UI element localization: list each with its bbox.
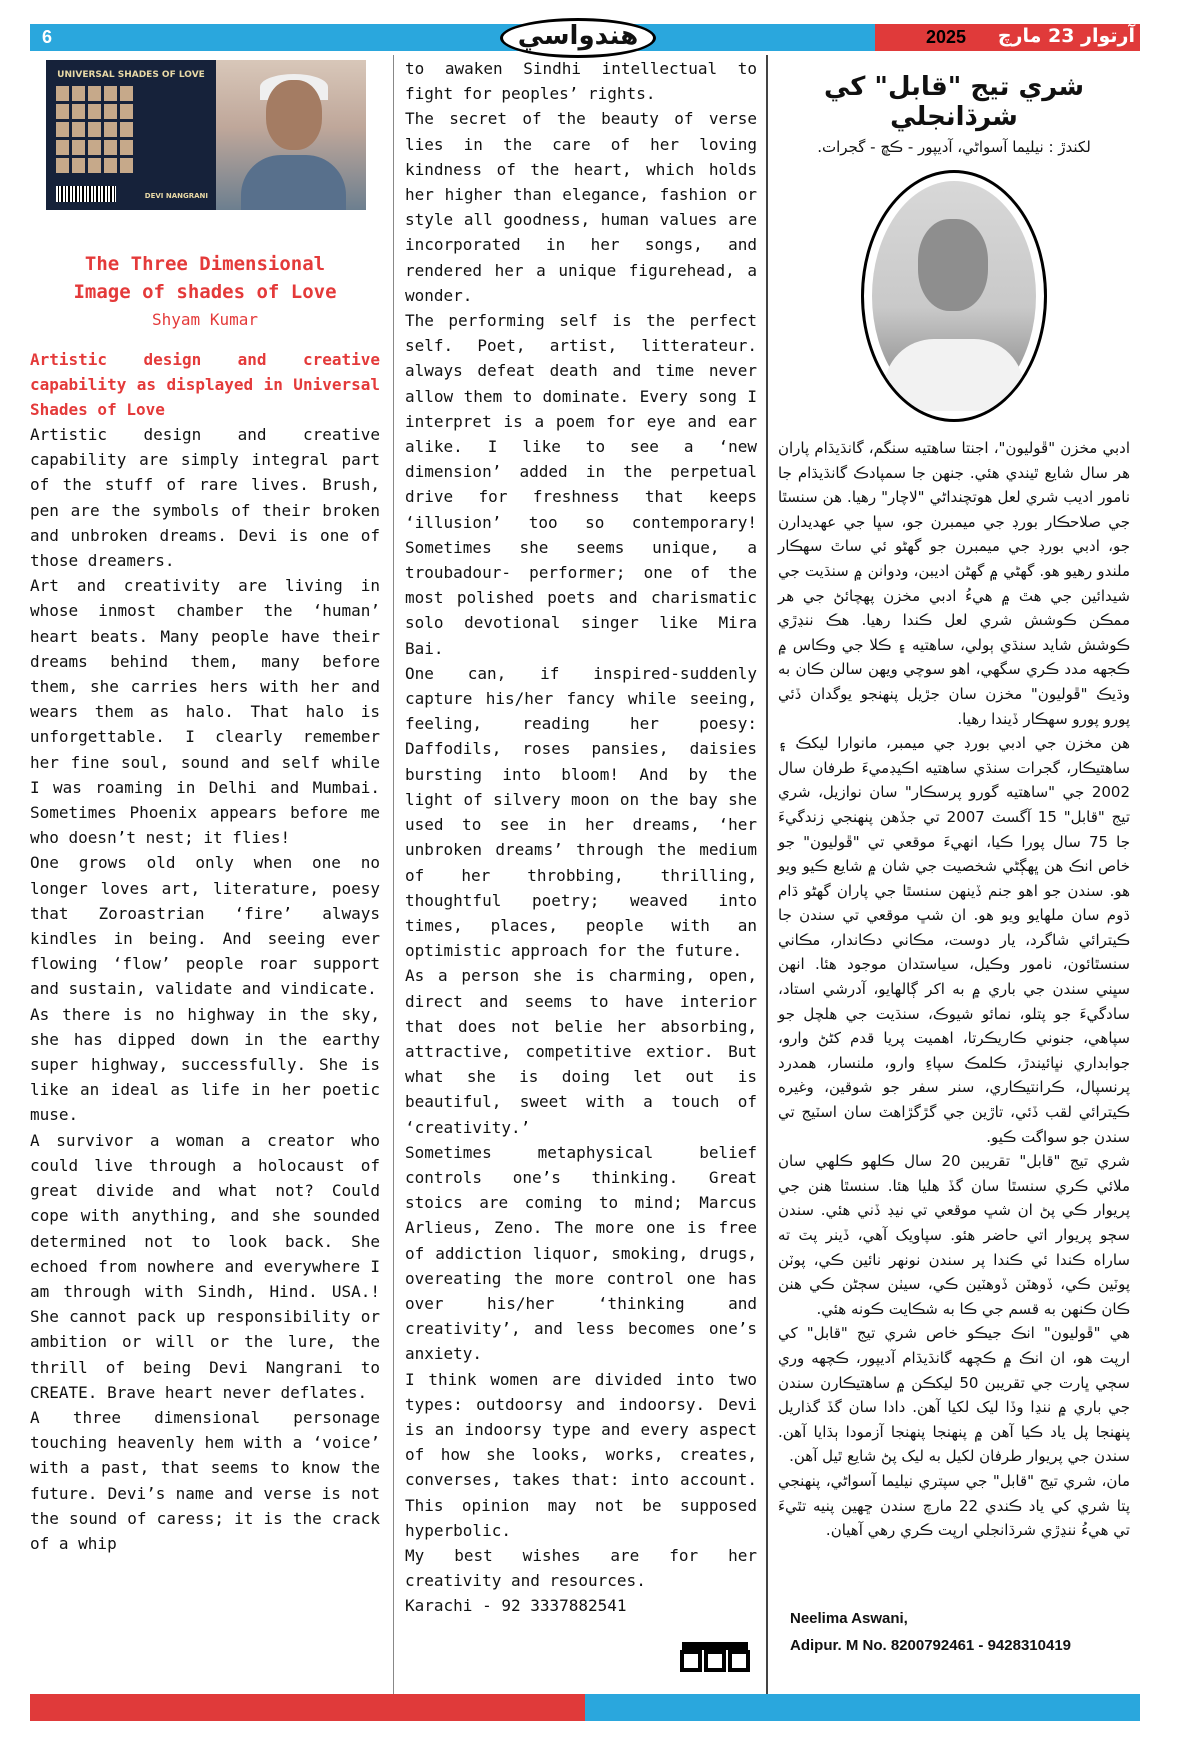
masthead-logo: هندواسي [500, 18, 656, 58]
page-number: 6 [42, 27, 53, 47]
sindhi-title: شري تيج "قابل" کي شرڌانجلي [823, 72, 1085, 132]
contact-name: Neelima Aswani, [790, 1610, 908, 1627]
barcode-icon [56, 186, 116, 202]
paragraph: Artistic design and creative capability are simply integral part of the stuff of rare lives. Brush, pen are the symbols of their broken and unbroken dreams. Devi is one of those dreamers. [30, 425, 380, 571]
paragraph: The performing self is the perfect self. Poet, artist, litterateur. always defeat death and time never allow them to dominate. Every song I interpret is a poem for eye and ear alike. I like to see a ‘new dimension’ added in the perpetual drive for freshness that keeps ‘illusion’ too so contemporary! Sometimes she seems unique, a troubadour- performer; one of the most polished poets and charismatic solo devotional singer like Mira Bai. [405, 311, 757, 658]
footer-red-band [30, 1694, 585, 1721]
paragraph: I think women are divided into two types: outdoorsy and indoorsy. Devi is an indoorsy type and every aspect of how she looks, works, creates, converses, takes that: into account. This opinion may not be supposed hyperbolic. [405, 1369, 757, 1540]
english-column-2 [405, 56, 757, 1619]
paragraph: As there is no highway in the sky, she has dipped down in the earthy super highway, successfully. She is like an ideal as life in her poetic muse. [30, 1004, 380, 1125]
paragraph: A three dimensional personage touching heavenly hem with a ‘voice’ with a past, that seems to know the future. Devi’s name and verse is not the sound of caress; it is the crack of a whip [30, 1407, 380, 1553]
article-title-line1: The Three Dimensional [84, 253, 326, 275]
paragraph: to awaken Sindhi intellectual to fight for peoples’ rights. [405, 59, 757, 104]
column-divider [393, 55, 394, 1695]
sindhi-paragraph: مان، شري تيج "قابل" جي سپتري نيليما آسواڻي، پنهنجي پتا شري کي ياد ڪندي 22 مارچ سندن ڇهين پنيه تٿيءَ تي هيءُ ننڍڙي شرڌانجلي ارپت ڪري رهي آهيان. [778, 1471, 1130, 1540]
sindhi-paragraph: هي "ڦوليون" انڪ جيڪو خاص شري تيج "قابل" کي ارپت هو، ان انڪ ۾ ڪچهه گانڌيڌام آديپور، ڪچهه وري سڄي ڀارت جي تقريبن 50 ليکڪن ۾ ساهتيڪارن سندن جي باري ۾ ننڍا وڏا ليک لکيا آهن. دادا سان گڏ گذاريل پنهنجا پل ياد ڪيا آهن ۾ پنهنجا پنهنجا آزمودا ٻڌايا آهن. سندن جي پريوار طرفان لکيل به ليک پڻ شايع ٿيل آهن. [778, 1324, 1130, 1466]
sindhi-paragraph: ادبي مخزن "ڦوليون"، اجنتا ساهتيه سنگم، گانڌيڌام پاران هر سال شايع ٿيندي هئي. جنهن جا سمپادڪ گانڌيڌام جا نامور اديب شري لعل هوتچنداڻي "لاچار" رهيا. هن سنسٿا جي صلاحڪار بورڊ جي ميمبرن جو، سڀا جي عهديدارن جو، ادبي بورڊ جي ميمبرن جو گهڻو ئي ساٿ سهڪار ملندو رهيو هو. گهڻي ۾ گهڻن اديبن، ودوانن ۾ سنڌيت جي شيدائين جي هٿ ۾ هيءُ ادبي مخزن پهچائڻ جي هر ممڪن ڪوشش شري لعل ڪندا رهيا. هڪ ننڍڙي ڪوشش شايد سنڌي ٻولي، ساهتيه ۽ ڪلا جي وڪاس ۾ ڪجهه مدد ڪري سگهي، اهو سوچي ويهن سالن ڪان به وڌيڪ "ڦوليون" مخزن سان جڙيل پنهنجو يوگدان ڏئي پورو پورو سهڪار ڏيندا رهيا. [778, 439, 1130, 728]
portrait-frame [861, 170, 1047, 422]
paragraph: Art and creativity are living in whose inmost chamber the ‘human’ heart beats. Many people have their dreams behind them, many before them, she carries hers with her and wears them as halo. That halo is unforgettable. I clearly remember her fine soul, sound and self while I was roaming in Delhi and Mumbai. Sometimes Phoenix appears before me who doesn’t nest; it flies! [30, 576, 380, 848]
sindhi-paragraph: شري تيج "قابل" تقريبن 20 سال ڪلهو ڪلهي سان ملائي ڪري سنسٿا سان گڏ هليا هئا. سنسٿا هنن جي پريوار ڪي پڻ ان شڀ موقعي تي نيڊ ڏني هئي. سندن سڄو پريوار اتي حاضر هئو. سپاويک آهي، ڏينر پٽ ته ساراه ڪندا ئي ڪندا پر سندن نونهر نائين ڪي، پوٽن پوٽين ڪي، ڏوهٽن ڏوهٽين ڪي، سيٺن سڄڻن ڪي هنن ڪان ڪنهن به قسم جي ڪا به شڪايت ڪونه هئي. [778, 1152, 1130, 1318]
footer-bar [30, 1694, 1140, 1721]
paragraph: Sometimes metaphysical belief controls one’s thinking. Great stoics are coming to mind; Marcus Arlieus, Zeno. The more one is free of addiction liquor, smoking, drugs, overeating the more control one has over his/her ‘thinking and creativity’, and less becomes one’s anxiety. [405, 1142, 757, 1364]
book-cover-author: DEVI NANGRANI [144, 192, 208, 200]
contact-block [790, 1605, 1071, 1659]
paragraph: As a person she is charming, open, direct and seems to have interior that does not belie her absorbing, attractive, competitive extior. But what she is doing let out is beautiful, sweet with a touch of ‘creativity.’ [405, 966, 757, 1137]
paragraph: One grows old only when one no longer loves art, literature, poesy that Zoroastrian ‘fire’ always kindles in being. And seeing ever flowing ‘flow’ people roar support and sustain, validate and vindicate. [30, 853, 380, 999]
contact-phone: Adipur. M No. 8200792461 - 9428310419 [790, 1637, 1072, 1654]
end-ornament-icon [680, 1640, 750, 1674]
paragraph: My best wishes are for her creativity and resources. [405, 1545, 757, 1591]
article-title-line2: Image of shades of Love [73, 281, 337, 303]
article-byline: Shyam Kumar [152, 310, 258, 329]
date-day: آرتوار 23 مارچ [997, 25, 1135, 47]
paragraph: A survivor a woman a creator who could live through a holocaust of great divide and what not? Could cope with anything, and she sounded determined not to look back. She echoed from nowhere and everywhere I am through with Sindh, Hind. USA.! She cannot pack up responsibility or ambition or will or the lure, the thrill of being Devi Nangrani to CREATE. Brave heart never deflates. [30, 1130, 380, 1402]
paragraph: Karachi - 92 3337882541 [405, 1596, 627, 1616]
book-cover-title: UNIVERSAL SHADES OF LOVE [57, 70, 205, 80]
sindhi-paragraph: هن مخزن جي ادبي بورڊ جي ميمبر، مانوارا ليکڪ ۽ ساهتيڪار، گجرات سنڌي ساهتيه اڪيڊميءَ طرفان سال 2002 جي "ساهتيه گورو پرسڪار" سان نوازيل، شري تيج "قابل" 15 آگسٽ 2007 تي جڏهن پنهنجي زندگيءَ جا 75 سال پورا ڪيا، انهيءَ موقعي تي "ڦوليون" جو خاص انڪ هن ڀهڳڻي شخصيت جي شان ۾ شايع ڪيو ويو هو. سندن جو اهو جنم ڏينهن سنسٿا جي پاران گهڻو ڌام ڌوم سان ملهايو ويو هو. ان شڀ موقعي تي سندن جا ڪيترائي شاگرد، يار دوست، مڪاني دڪاندار، مڪاني سنسٿائون، نامور وڪيل، سياستدان موجود هئا. انهن سڀني سندن جي باري ۾ به اکر ڳالهايو، آدرشي استاد، سادگيءَ جو پتلو، نمائو شيوڪ، سنڌيت جي هلچل جو سپاهي، جنوني ڪاريڪرتا، اهميت پريا قدم کڻڻ وارو، جوابداري نڀائيندڙ، ڪلمڪ سپاءِ وارو، ملنسار، همدرد پرنسپال، ڪرانتيڪاري، سنر سفر جو شوقين، وغيره ڪيترائي لقب ڏئي، تاڙين جي گڙگڙاهٽ سان اسٽيج تي سندن جو سواگت ڪيو. [778, 734, 1130, 1146]
column-divider-bold [766, 55, 768, 1695]
author-photo [216, 60, 366, 210]
paragraph: The secret of the beauty of verse lies in the care of her loving kindness of the heart, which holds her higher than elegance, fashion or style all goodness, human values are incorporated in her songs, and rendered her a unique figurehead, a wonder. [405, 109, 757, 305]
paragraph: One can, if inspired-suddenly capture his/her fancy while seeing, feeling, reading her poesy: Daffodils, roses pansies, daisies bursting into bloom! And by the light of silvery moon on the bay she used to see in her dreams, ‘her unbroken dreams’ through the medium of her throbbing, thrilling, thoughtful poetry; weaved into times, places, people with an optimistic approach for the future. [405, 663, 757, 961]
english-column-1 [30, 250, 380, 1556]
book-cover-image [46, 60, 366, 210]
cover-photo-grid [56, 86, 133, 173]
book-cover [46, 60, 216, 210]
portrait-photo [872, 181, 1036, 411]
sindhi-subtitle: لکندڙ : نيليما آسواڻي، آديپور - ڪڇ - گجرات. [817, 138, 1091, 156]
date-year: 2025 [926, 27, 967, 47]
sindhi-column [778, 60, 1130, 1543]
article-subhead: Artistic design and creative capability as displayed in Universal Shades of Love [30, 350, 380, 419]
